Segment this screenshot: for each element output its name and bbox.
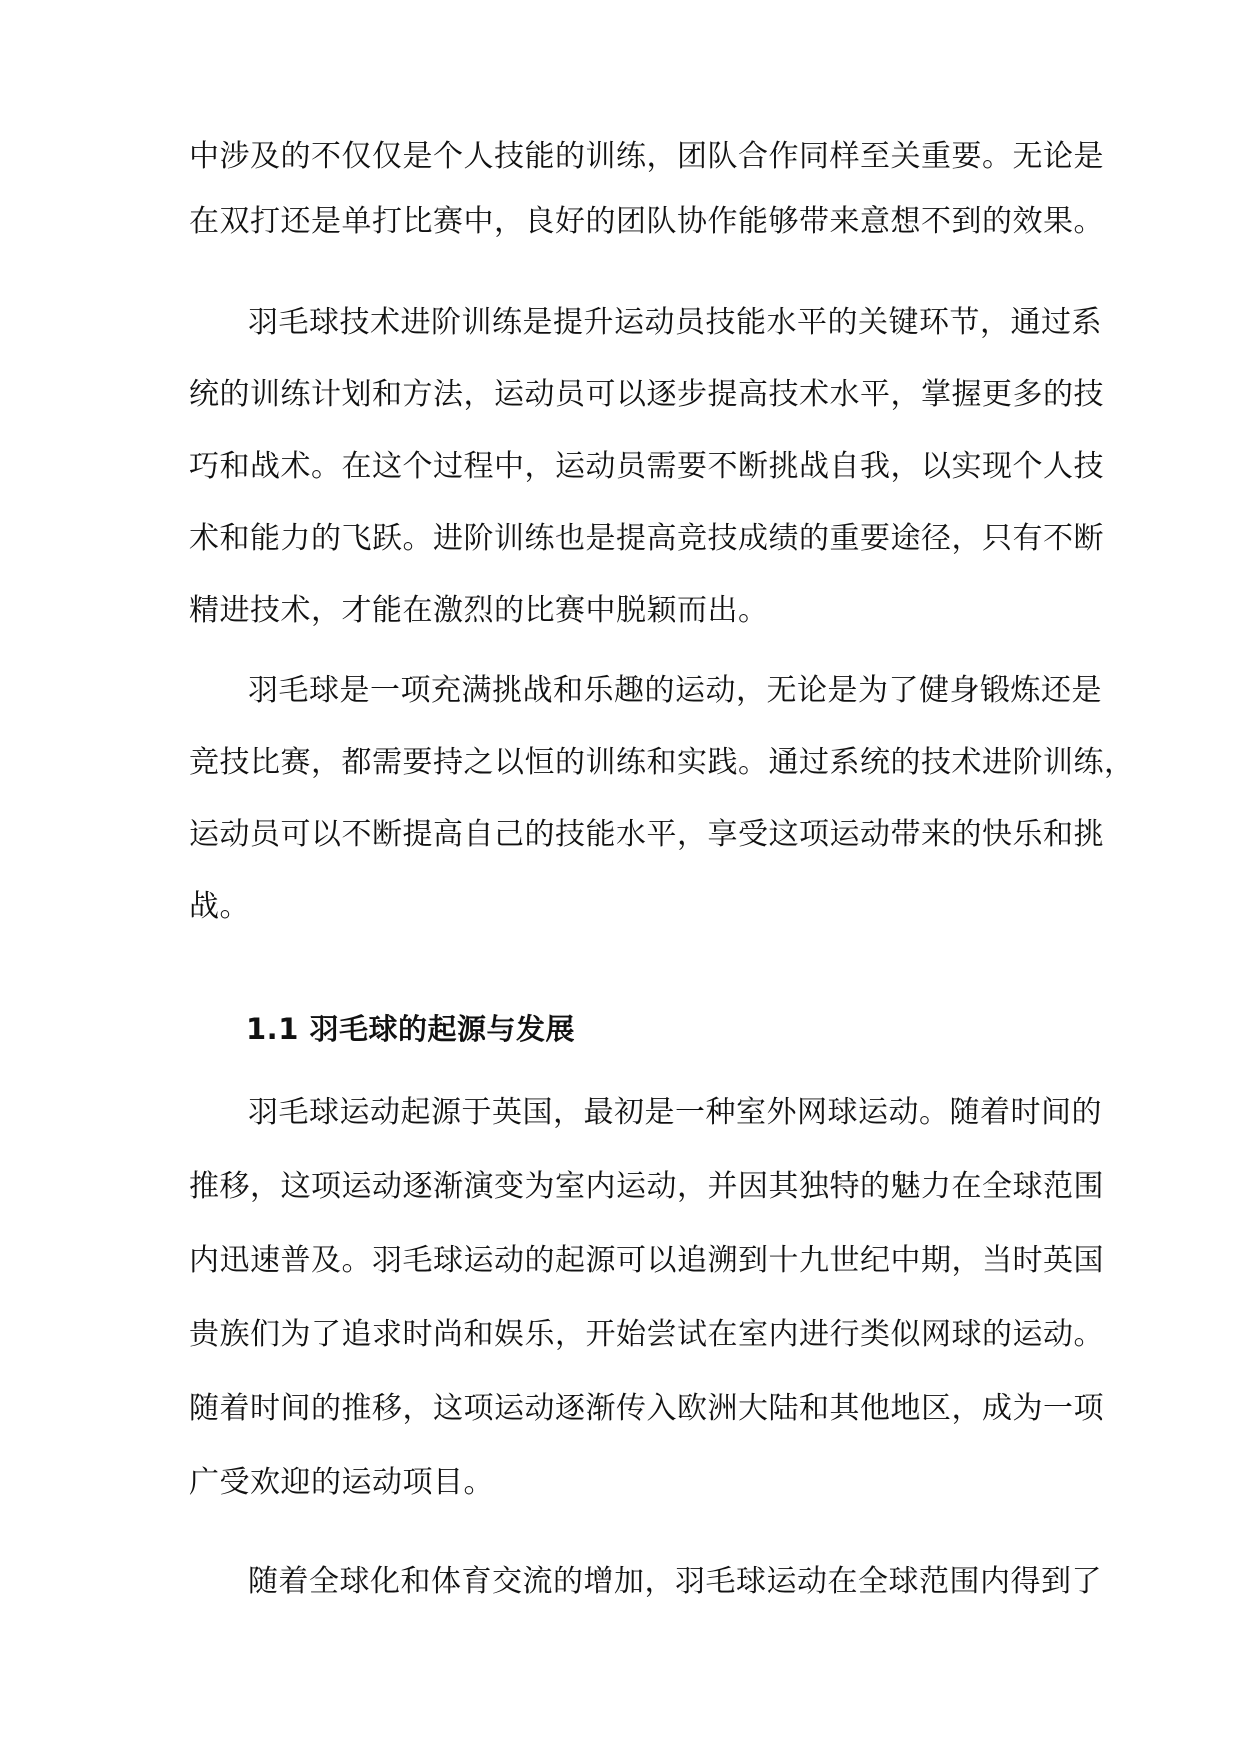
paragraph-start-line: 随着全球化和体育交流的增加，羽毛球运动在全球范围内得到了 <box>248 1564 1102 1599</box>
text-line: 统的训练计划和方法，运动员可以逐步提高技术水平，掌握更多的技 <box>189 377 1104 412</box>
paragraph-start-line: 羽毛球运动起源于英国，最初是一种室外网球运动。随着时间的 <box>248 1095 1102 1130</box>
text-line: 贵族们为了追求时尚和娱乐，开始尝试在室内进行类似网球的运动。 <box>189 1317 1104 1352</box>
text-line: 运动员可以不断提高自己的技能水平，享受这项运动带来的快乐和挑 <box>189 817 1104 852</box>
text-line: 广受欢迎的运动项目。 <box>189 1465 494 1500</box>
paragraph-start-line: 羽毛球技术进阶训练是提升运动员技能水平的关键环节，通过系 <box>248 305 1102 340</box>
text-line: 术和能力的飞跃。进阶训练也是提高竞技成绩的重要途径，只有不断 <box>189 521 1104 556</box>
text-line: 战。 <box>189 889 250 924</box>
text-line: 内迅速普及。羽毛球运动的起源可以追溯到十九世纪中期，当时英国 <box>189 1243 1104 1278</box>
text-line: 精进技术，才能在激烈的比赛中脱颖而出。 <box>189 593 769 628</box>
text-line: 随着时间的推移，这项运动逐渐传入欧洲大陆和其他地区，成为一项 <box>189 1391 1104 1426</box>
text-line: 巧和战术。在这个过程中，运动员需要不断挑战自我，以实现个人技 <box>189 449 1104 484</box>
text-line: 在双打还是单打比赛中，良好的团队协作能够带来意想不到的效果。 <box>189 204 1104 239</box>
section-heading: 1.1 羽毛球的起源与发展 <box>246 1012 575 1046</box>
text-line: 中涉及的不仅仅是个人技能的训练，团队合作同样至关重要。无论是 <box>189 139 1104 174</box>
paragraph-start-line: 羽毛球是一项充满挑战和乐趣的运动，无论是为了健身锻炼还是 <box>248 673 1102 708</box>
text-line: 推移，这项运动逐渐演变为室内运动，并因其独特的魅力在全球范围 <box>189 1169 1104 1204</box>
text-line: 竞技比赛，都需要持之以恒的训练和实践。通过系统的技术进阶训练， <box>189 745 1135 780</box>
